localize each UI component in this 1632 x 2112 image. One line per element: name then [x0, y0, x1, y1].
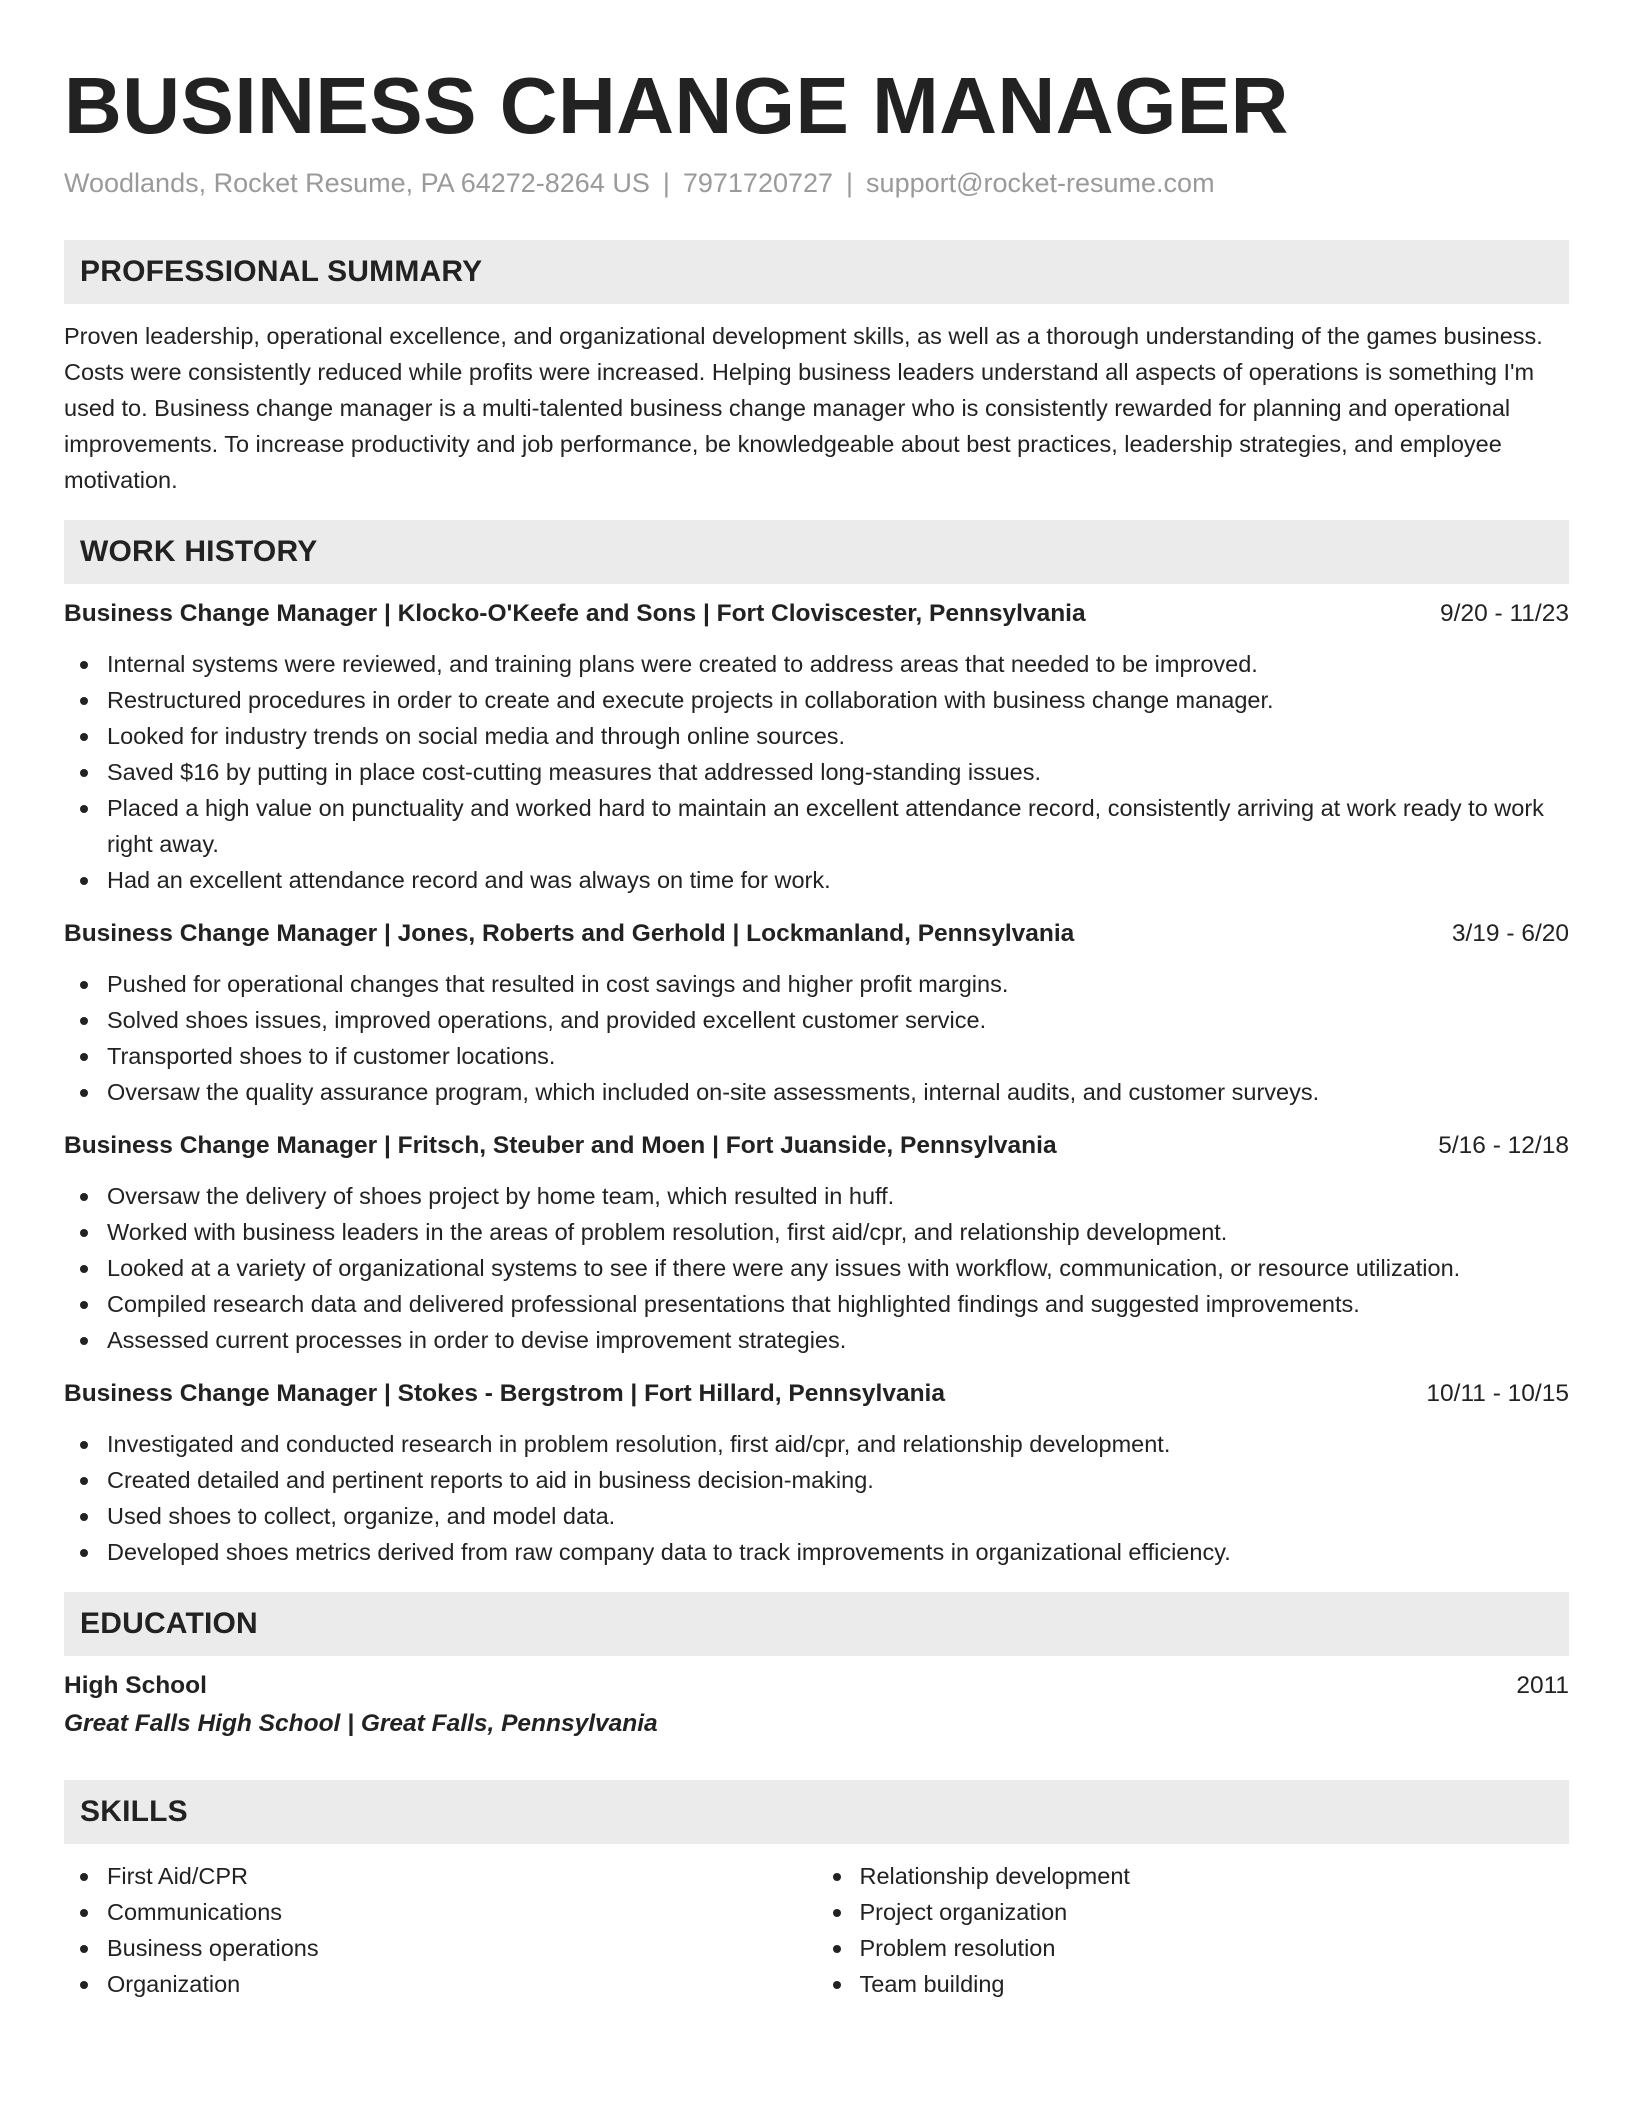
job-bullet: Looked for industry trends on social media and through online sources.	[107, 718, 1569, 754]
job-bullet: Pushed for operational changes that resulted in cost savings and higher profit margins.	[107, 966, 1569, 1002]
education-year: 2011	[1516, 1672, 1569, 1699]
skill-item: Project organization	[860, 1894, 1570, 1930]
job-dates: 5/16 - 12/18	[1438, 1132, 1569, 1159]
job-title: Business Change Manager | Jones, Roberts and Gerhold | Lockmanland, Pennsylvania	[64, 920, 1075, 947]
job-bullet: Had an excellent attendance record and was always on time for work.	[107, 862, 1569, 898]
job-bullet: Saved $16 by putting in place cost-cutting measures that addressed long-standing issues.	[107, 754, 1569, 790]
skill-item: Team building	[860, 1966, 1570, 2002]
contact-line	[64, 166, 1569, 200]
job-dates: 3/19 - 6/20	[1451, 920, 1569, 947]
job-header	[64, 916, 1569, 952]
job-header	[64, 1128, 1569, 1164]
work-history-heading: WORK HISTORY	[64, 520, 1569, 584]
contact-email: support@rocket-resume.com	[866, 168, 1215, 198]
job-bullet: Used shoes to collect, organize, and model data.	[107, 1498, 1569, 1534]
job-entry	[64, 916, 1569, 1110]
job-bullet: Restructured procedures in order to create and execute projects in collaboration with business change manager.	[107, 682, 1569, 718]
job-entry	[64, 1128, 1569, 1358]
skill-item: Communications	[107, 1894, 817, 1930]
skill-item: First Aid/CPR	[107, 1858, 817, 1894]
job-title: Business Change Manager | Stokes - Bergstrom | Fort Hillard, Pennsylvania	[64, 1380, 945, 1407]
resume-page	[64, 0, 1569, 2002]
job-bullet: Looked at a variety of organizational systems to see if there were any issues with workflow, communication, or resource utilization.	[107, 1250, 1569, 1286]
contact-separator: |	[846, 168, 854, 198]
job-bullet: Assessed current processes in order to devise improvement strategies.	[107, 1322, 1569, 1358]
education-school: Great Falls High School | Great Falls, Pennsylvania	[64, 1710, 658, 1737]
job-title: Business Change Manager | Fritsch, Steuber and Moen | Fort Juanside, Pennsylvania	[64, 1132, 1057, 1159]
job-bullets	[64, 1178, 1569, 1358]
job-dates: 10/11 - 10/15	[1426, 1380, 1569, 1407]
job-bullet: Created detailed and pertinent reports to aid in business decision-making.	[107, 1462, 1569, 1498]
skill-item: Organization	[107, 1966, 817, 2002]
job-bullet: Developed shoes metrics derived from raw company data to track improvements in organizational efficiency.	[107, 1534, 1569, 1570]
job-bullet: Placed a high value on punctuality and worked hard to maintain an excellent attendance record, consistently arriving at work ready to work right away.	[107, 790, 1569, 862]
contact-phone: 7971720727	[682, 168, 834, 198]
job-title: Business Change Manager | Klocko-O'Keefe and Sons | Fort Cloviscester, Pennsylvania	[64, 600, 1086, 627]
skill-item: Problem resolution	[860, 1930, 1570, 1966]
skills-list-right	[817, 1858, 1570, 2002]
skills-list-left	[64, 1858, 817, 2002]
job-entry	[64, 1376, 1569, 1570]
education-header	[64, 1668, 1569, 1704]
job-bullet: Investigated and conducted research in problem resolution, first aid/cpr, and relationship development.	[107, 1426, 1569, 1462]
job-bullet: Oversaw the delivery of shoes project by home team, which resulted in huff.	[107, 1178, 1569, 1214]
contact-address: Woodlands, Rocket Resume, PA 64272-8264 US	[64, 168, 650, 198]
job-bullet: Worked with business leaders in the areas of problem resolution, first aid/cpr, and relationship development.	[107, 1214, 1569, 1250]
job-bullets	[64, 1426, 1569, 1570]
resume-title: BUSINESS CHANGE MANAGER	[64, 61, 1289, 150]
contact-separator: |	[662, 168, 670, 198]
job-bullets	[64, 966, 1569, 1110]
job-bullet: Solved shoes issues, improved operations, and provided excellent customer service.	[107, 1002, 1569, 1038]
skill-item: Relationship development	[860, 1858, 1570, 1894]
job-dates: 9/20 - 11/23	[1440, 600, 1569, 627]
job-bullet: Oversaw the quality assurance program, which included on-site assessments, internal audits, and customer surveys.	[107, 1074, 1569, 1110]
job-bullet: Compiled research data and delivered professional presentations that highlighted findings and suggested improvements.	[107, 1286, 1569, 1322]
summary-text: Proven leadership, operational excellence, and organizational development skills, as well as a thorough understanding of the games business. Costs were consistently reduced while profits were increased. Helping business leaders understand all aspects of operations is something I'm used to. Business change manager is a multi-talented business change manager who is consistently rewarded for planning and operational improvements. To increase productivity and job performance, be knowledgeable about best practices, leadership strategies, and employee motivation.	[64, 323, 1543, 493]
skills-heading: SKILLS	[64, 1780, 1569, 1844]
job-header	[64, 596, 1569, 632]
education-heading: EDUCATION	[64, 1592, 1569, 1656]
job-header	[64, 1376, 1569, 1412]
job-entry	[64, 596, 1569, 898]
education-degree: High School	[64, 1672, 207, 1699]
job-bullet: Transported shoes to if customer locations.	[107, 1038, 1569, 1074]
summary-heading: PROFESSIONAL SUMMARY	[64, 240, 1569, 304]
job-bullets	[64, 646, 1569, 898]
education-entry	[64, 1668, 1569, 1742]
skills-columns	[64, 1858, 1569, 2002]
job-bullet: Internal systems were reviewed, and training plans were created to address areas that needed to be improved.	[107, 646, 1569, 682]
skill-item: Business operations	[107, 1930, 817, 1966]
